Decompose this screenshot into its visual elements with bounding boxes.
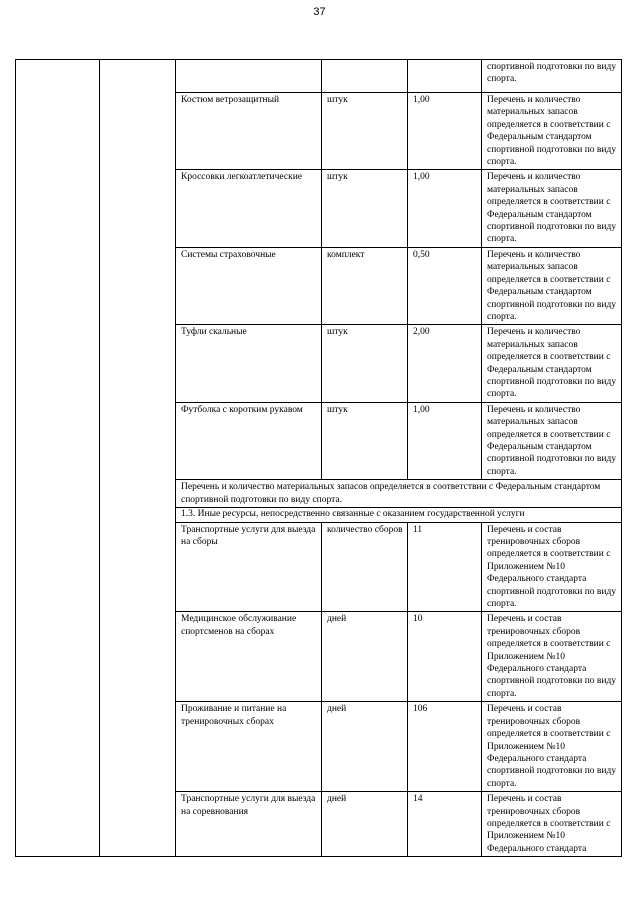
note-cell: Перечень и состав тренировочных сборов определяется в соответствии с Приложением №10 Федерального стандарта спортивной подготовки по виду спорта. xyxy=(482,702,622,792)
unit-cell: штук xyxy=(322,170,408,247)
section-heading: 1.3. Иные ресурсы, непосредственно связанные с оказанием государственной услуги xyxy=(176,508,622,522)
note-cell: Перечень и количество материальных запасов определяется в соответствии с Федеральным стандартом спортивной подготовки по виду спорта. xyxy=(482,93,622,170)
qty-cell: 11 xyxy=(408,522,482,612)
name-cell: Кроссовки легкоатлетические xyxy=(176,170,322,247)
blank-column-1 xyxy=(16,60,100,857)
name-cell: Медицинское обслуживание спортсменов на сборах xyxy=(176,612,322,702)
unit-cell: штук xyxy=(322,325,408,402)
qty-cell: 1,00 xyxy=(408,170,482,247)
qty-cell: 2,00 xyxy=(408,325,482,402)
name-cell xyxy=(176,60,322,93)
unit-cell: дней xyxy=(322,702,408,792)
qty-cell: 1,00 xyxy=(408,93,482,170)
note-cell: Перечень и состав тренировочных сборов определяется в соответствии с Приложением №10 Федерального стандарта xyxy=(482,792,622,857)
unit-cell: дней xyxy=(322,612,408,702)
name-cell: Футболка с коротким рукавом xyxy=(176,402,322,479)
qty-cell: 1,00 xyxy=(408,402,482,479)
note-cell: Перечень и состав тренировочных сборов определяется в соответствии с Приложением №10 Федерального стандарта спортивной подготовки по виду спорта. xyxy=(482,612,622,702)
note-cell: спортивной подготовки по виду спорта. xyxy=(482,60,622,93)
qty-cell: 10 xyxy=(408,612,482,702)
name-cell: Транспортные услуги для выезда на сборы xyxy=(176,522,322,612)
qty-cell: 0,50 xyxy=(408,247,482,324)
unit-cell: дней xyxy=(322,792,408,857)
page-number: 37 xyxy=(313,6,326,18)
name-cell: Костюм ветрозащитный xyxy=(176,93,322,170)
note-cell: Перечень и количество материальных запасов определяется в соответствии с Федеральным стандартом спортивной подготовки по виду спорта. xyxy=(482,402,622,479)
unit-cell: количество сборов xyxy=(322,522,408,612)
summary-note: Перечень и количество материальных запасов определяется в соответствии с Федеральным стандартом спортивной подготовки по виду спорта. xyxy=(176,480,622,508)
qty-cell xyxy=(408,60,482,93)
name-cell: Системы страховочные xyxy=(176,247,322,324)
note-cell: Перечень и количество материальных запасов определяется в соответствии с Федеральным стандартом спортивной подготовки по виду спорта. xyxy=(482,325,622,402)
unit-cell xyxy=(322,60,408,93)
unit-cell: штук xyxy=(322,93,408,170)
note-cell: Перечень и количество материальных запасов определяется в соответствии с Федеральным стандартом спортивной подготовки по виду спорта. xyxy=(482,170,622,247)
blank-column-2 xyxy=(100,60,176,857)
unit-cell: комплект xyxy=(322,247,408,324)
table-row xyxy=(16,60,622,93)
qty-cell: 14 xyxy=(408,792,482,857)
qty-cell: 106 xyxy=(408,702,482,792)
resources-table xyxy=(15,59,622,857)
unit-cell: штук xyxy=(322,402,408,479)
note-cell: Перечень и состав тренировочных сборов определяется в соответствии с Приложением №10 Федерального стандарта спортивной подготовки по виду спорта. xyxy=(482,522,622,612)
name-cell: Транспортные услуги для выезда на соревнования xyxy=(176,792,322,857)
name-cell: Туфли скальные xyxy=(176,325,322,402)
note-cell: Перечень и количество материальных запасов определяется в соответствии с Федеральным стандартом спортивной подготовки по виду спорта. xyxy=(482,247,622,324)
name-cell: Проживание и питание на тренировочных сборах xyxy=(176,702,322,792)
